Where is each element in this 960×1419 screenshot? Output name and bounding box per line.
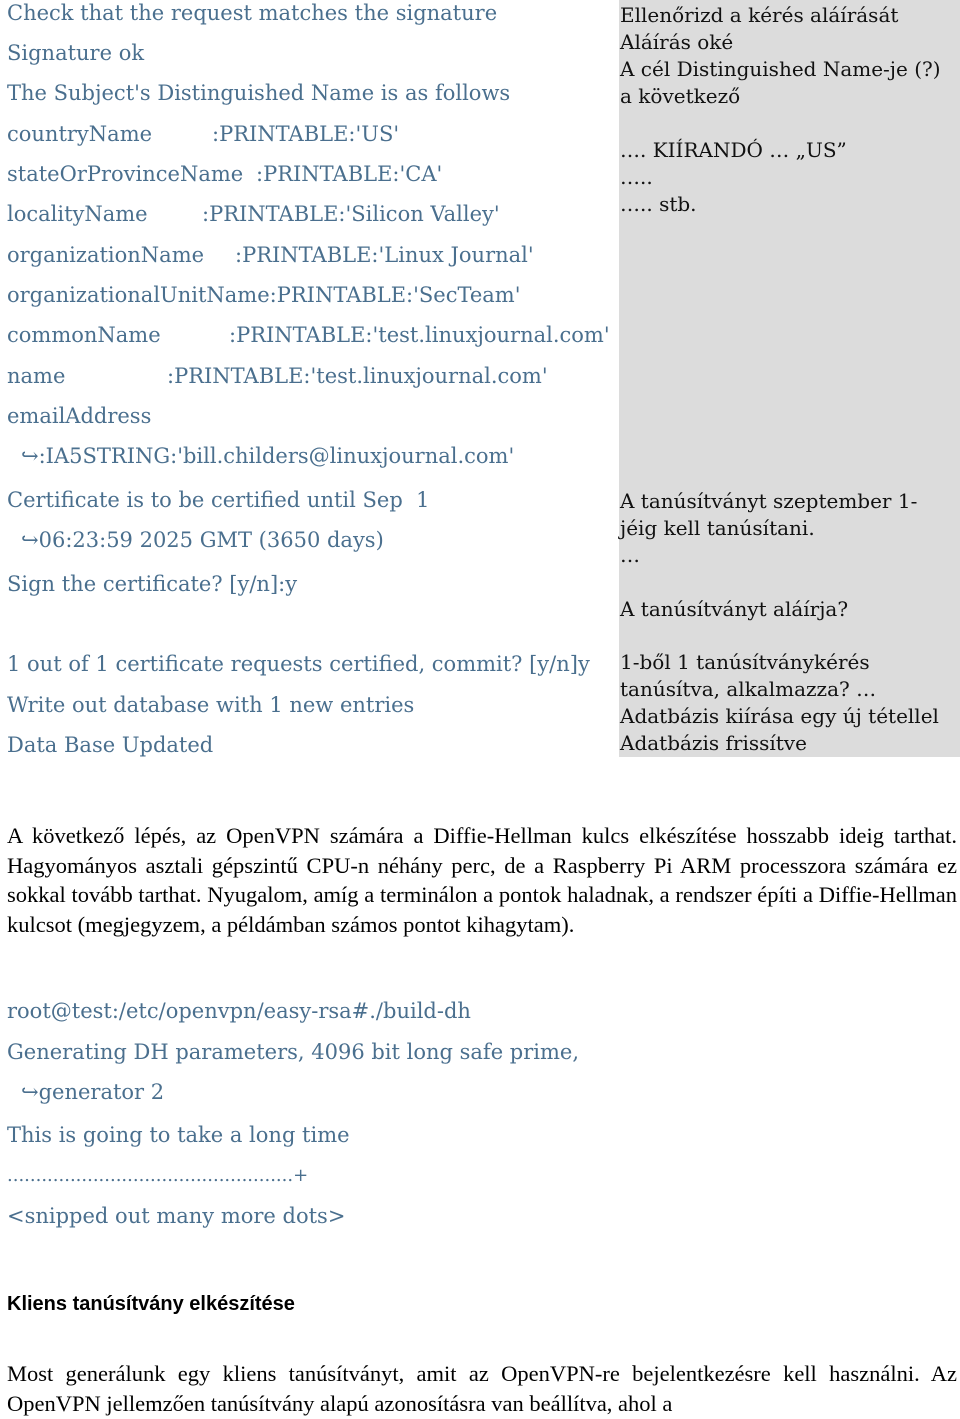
translation-note: Ellenőrizd a kérés aláírását Aláírás oké A cél Distinguished Name-je (?) a következő …. KIÍRANDÓ … „US” ….. ….. stb. [620,3,941,216]
dn-field-value: ↪:IA5STRING:'bill.childers@linuxjournal.com' [21,444,515,468]
dn-field-value: :PRINTABLE:'CA' [256,162,443,186]
terminal-line: ↪generator 2 [21,1080,165,1104]
dn-field-value: :PRINTABLE:'Linux Journal' [235,243,534,267]
terminal-line: 1 out of 1 certificate requests certified, commit? [y/n]y [7,652,590,676]
terminal-line: <snipped out many more dots> [7,1204,346,1228]
dn-field-key: name [7,364,66,388]
body-paragraph: Most generálunk egy kliens tanúsítványt, amit az OpenVPN-re bejelentkezésre kell használni. Az OpenVPN jellemzően tanúsítvány alapú azonosításra van beállítva, ahol a [7,1361,957,1416]
dn-field-value: :PRINTABLE:'test.linuxjournal.com' [167,364,548,388]
terminal-line: The Subject's Distinguished Name is as follows [7,81,511,105]
terminal-line: Signature ok [7,41,145,65]
body-paragraph: A következő lépés, az OpenVPN számára a Diffie-Hellman kulcs elkészítése hosszabb ideig tarthat. Hagyományos asztali gépszintű CPU-n néhány perc, de a Raspberry Pi ARM processzora számára ez sokkal tovább tarthat. Nyugalom, amíg a terminálon a pontok haladnak, a rendszer építi a Diffie-Hellman kulcsot (megjegyzem, a példámban számos pontot kihagytam). [7,823,957,937]
dn-field-value: :PRINTABLE:'Silicon Valley' [202,202,500,226]
section-heading: Kliens tanúsítvány elkészítése [7,1293,295,1315]
terminal-line: ..................................................+ [7,1165,309,1186]
translation-note: A tanúsítványt szeptember 1-jéig kell tanúsítani. … A tanúsítványt aláírja? [620,489,918,621]
dn-field: organizationalUnitName:PRINTABLE:'SecTeam' [7,283,521,307]
terminal-line: ↪06:23:59 2025 GMT (3650 days) [21,528,384,552]
dn-field-key: countryName [7,122,153,146]
terminal-line: Sign the certificate? [y/n]:y [7,572,298,596]
dn-field-key: localityName [7,202,148,226]
terminal-line: This is going to take a long time [7,1123,350,1147]
terminal-line: Write out database with 1 new entries [7,693,415,717]
dn-field-key: emailAddress [7,404,152,428]
terminal-line: Data Base Updated [7,733,214,757]
terminal-line: Check that the request matches the signature [7,1,498,25]
dn-field-value: :PRINTABLE:'test.linuxjournal.com' [229,323,610,347]
dn-field-key: organizationName [7,243,205,267]
dn-field-key: commonName [7,323,161,347]
terminal-line: root@test:/etc/openvpn/easy-rsa#./build-dh [7,999,471,1023]
terminal-line: Generating DH parameters, 4096 bit long safe prime, [7,1040,580,1064]
terminal-line: Certificate is to be certified until Sep 1 [7,488,430,512]
translation-note: 1-ből 1 tanúsítványkérés tanúsítva, alkalmazza? … Adatbázis kiírása egy új tétellel Adatbázis frissítve [620,650,939,755]
dn-field-key: stateOrProvinceName [7,162,244,186]
dn-field-value: :PRINTABLE:'US' [212,122,400,146]
